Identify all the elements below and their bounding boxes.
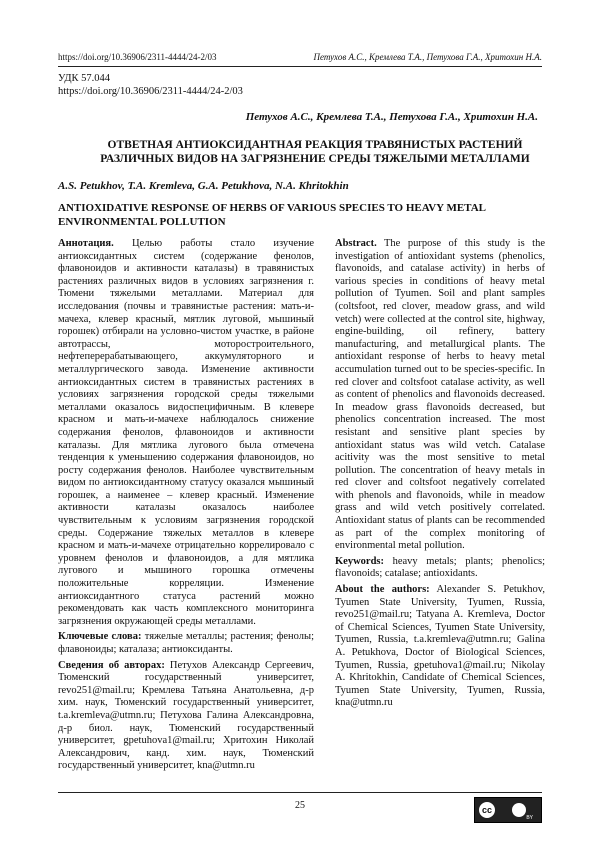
keywords-en-label: Keywords:	[335, 555, 384, 567]
keywords-ru-text: тяжелые металлы; растения; фенолы; флавоноиды; каталаза; антиоксиданты.	[58, 631, 315, 655]
abstract-ru-label: Аннотация.	[58, 238, 114, 249]
keywords-ru	[58, 631, 314, 656]
by-label: BY	[526, 815, 533, 821]
title-ru: ОТВЕТНАЯ АНТИОКСИДАНТНАЯ РЕАКЦИЯ ТРАВЯНИСТЫХ РАСТЕНИЙ РАЗЛИЧНЫХ ВИДОВ НА ЗАГРЯЗНЕНИЕ СРЕДЫ ТЯЖЕЛЫМИ МЕТАЛЛАМИ	[100, 139, 530, 165]
header-authors: Петухов А.С., Кремлева Т.А., Петухова Г.А., Хритохин Н.А.	[313, 52, 542, 62]
russian-column	[58, 238, 314, 773]
running-header	[58, 52, 542, 62]
header-rule	[58, 66, 542, 67]
authors-info-en	[335, 584, 545, 710]
keywords-ru-label: Ключевые слова:	[58, 631, 142, 643]
cc-icon: cc	[477, 800, 497, 820]
title-en: ANTIOXIDATIVE RESPONSE OF HERBS OF VARIOUS SPECIES TO HEAVY METAL ENVIRONMENTAL POLLUTION	[58, 202, 486, 228]
authors-info-ru	[58, 660, 314, 773]
authors-info-en-label: About the authors:	[335, 584, 430, 596]
abstract-ru-text: Целью работы стало изучение антиоксидантных систем (содержание фенолов, флавоноидов и активности каталазы) в травянистых растениях различных видов в условиях загрязнения г. Тюмени тяжелыми металлами. Материал для исследования (почвы и травянистые растения: мать-и-мачеха, клевер красный, мятлик луговой, мышиный горошек) отбирали на условно-чистом участке, в районе автотрассы, моторостроительного, нефтеперерабатывающего, аккумуляторного и металлургического завода. Изменение активности антиоксидантных систем в травянистых растениях в условиях загрязнения городской среды тяжелыми металлами оказалось видоспецифичным. В клевере красном и мать-и-мачехе наблюдалось снижение содержания фенолов, флавоноидов и активности каталазы. Для мятлика лугового была отмечена тенденция к уменьшению содержания флавоноидов, но росту содержания фенолов. Наиболее чувствительным видом по антиоксидантному статусу оказался мышиный горошек, а наименее – клевер красный. Изменение активности каталазы оказалось наиболее чувствительным к условиям загрязнения городской среды. Содержание тяжелых металлов в клевере красном и мать-и-мачехе отрицательно коррелировало с уровнем фенолов и флавоноидов, а для мятлика лугового и мышиного горошка отмечены положительные корреляции. Изменение антиоксидантного статуса растений можно рекомендовать как часть комплексного мониторинга загрязнения окружающей среды металлами.	[58, 238, 314, 627]
cc-by-license-badge[interactable]	[474, 797, 542, 823]
by-attribution-icon	[497, 803, 541, 817]
authors-info-ru-text: Петухов Александр Сергеевич, Тюменский государственный университет, revo251@mail.ru; Кремлева Татьяна Анатольевна, д-р хим. наук, Тюменский государственный университет, t.a.kremleva@utmn.ru; Петухова Галина Александровна, д-р биол. наук, Тюменский государственный университет, gpetuhova1@mail.ru; Хритохин Николай Александрович, канд. хим. наук, Тюменский государственный университет, kna@utmn.ru	[58, 659, 315, 772]
authors-en: A.S. Petukhov, T.A. Kremleva, G.A. Petukhova, N.A. Khritokhin	[58, 180, 349, 192]
article-doi-link[interactable]: https://doi.org/10.36906/2311-4444/24-2/03	[58, 86, 243, 97]
authors-info-ru-label: Сведения об авторах:	[58, 659, 165, 671]
article-meta	[58, 72, 243, 98]
footer-rule	[58, 792, 542, 793]
authors-ru: Петухов А.С., Кремлева Т.А., Петухова Г.А., Хритохин Н.А.	[245, 111, 538, 123]
abstract-en	[335, 238, 545, 553]
header-doi-link[interactable]: https://doi.org/10.36906/2311-4444/24-2/03	[58, 52, 217, 62]
keywords-en	[335, 556, 545, 581]
udc-code: УДК 57.044	[58, 73, 111, 84]
abstract-en-label: Abstract.	[335, 238, 377, 249]
abstract-en-text: The purpose of this study is the investigation of antioxidant systems (phenolics, flavonoids, and catalase activity) in herbs of various species in conditions of heavy metal pollution of Tyumen. Soil and plant samples (coltsfoot, red clover, meadow grass, and wild vetch) were collected at the control site, highway, engine-building, oil refinery, battery manufacturing, and metallurgical plants. The antioxidant response of herbs to heavy metal accumulation turned out to be species-specific. In red clover and coltsfoot catalase activity, as well as content of phenolics and flavonoids decreased. In meadow grass flavonoids decreased, but phenolics concentration increased. The most resistant and sensitive plant species by antioxidant status was wild vetch. Catalase acitivity was the most sensitive to metal pollution. The concentration of heavy metals in red clover and coltsfoot negatively correlated with phenols and flavonoids, while in meadow grass and wild vetch positively correlated. Antioxidant status of plants can be recommended as part of the complex monitoring of environmental metal pollution.	[335, 238, 546, 552]
abstract-ru	[58, 238, 314, 628]
english-column	[335, 238, 545, 710]
authors-info-en-text: Alexander S. Petukhov, Tyumen State University, Tyumen, Russia, revo251@mail.ru; Tatyana A. Kremleva, Doctor of Chemical Sciences, Tyumen State University, Tyumen, Russia, t.a.kremleva@utmn.ru; Galina A. Petukhova, Doctor of Biological Sciences, Tyumen, Russia, gpetuhova1@mail.ru; Nikolay A. Khritokhin, Candidate of Chemical Sciences, Tyumen State University, Tyumen, Russia, kna@utmn.ru	[335, 584, 545, 709]
page-number: 25	[295, 800, 305, 811]
keywords-en-text: heavy metals; plants; phenolics; flavonoids; catalase; antioxidants.	[335, 555, 545, 580]
